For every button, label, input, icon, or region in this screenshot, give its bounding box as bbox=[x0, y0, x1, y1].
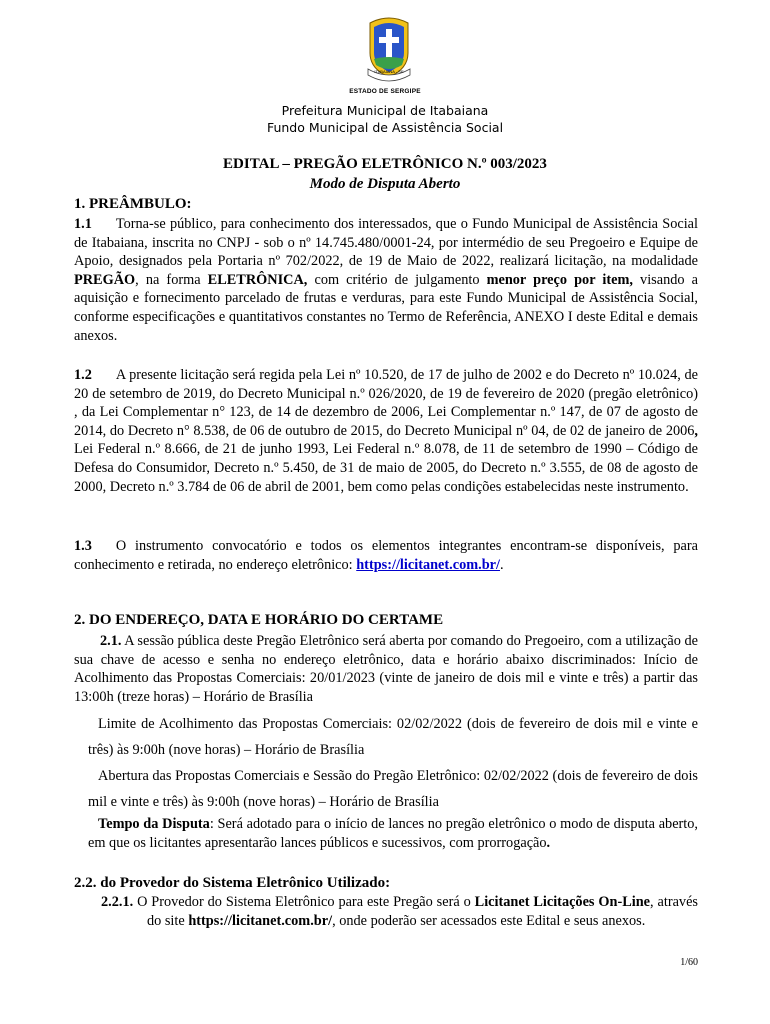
bold-text: menor preço por item, bbox=[486, 271, 633, 288]
limite-acolhimento: Limite de Acolhimento das Propostas Comerciais: 02/02/2022 (dois de fevereiro de dois mil e vinte e três) às 9:00h (nove horas) – Horário de Brasília bbox=[88, 716, 698, 758]
paragraph-text: . bbox=[499, 556, 504, 573]
paragraph-text: com critério de julgamento bbox=[307, 271, 487, 288]
page-number: 1/60 bbox=[680, 957, 698, 968]
paragraph-2-1 bbox=[74, 632, 698, 706]
crest-ribbon-text: ITABAIANA - SE bbox=[374, 69, 404, 74]
section-2-heading: 2. DO ENDEREÇO, DATA E HORÁRIO DO CERTAME bbox=[74, 612, 444, 628]
bold-text: , bbox=[694, 422, 698, 439]
paragraph-number: 2.2.1. bbox=[101, 894, 134, 910]
paragraph-text: , na forma bbox=[135, 271, 208, 288]
bold-text: . bbox=[546, 834, 551, 851]
municipal-crest-logo bbox=[364, 15, 414, 87]
paragraph-text: A sessão pública deste Pregão Eletrônico será aberta por comando do Pregoeiro, com a utilização de sua chave de acesso e senha no endereço eletrônico, data e horário abaixo discriminados: Início de Acolhimento das Propostas Comerciais: 20/01/2023 (vinte de janeiro de dois mil e vinte e três) a partir das 13:00h (treze horas) – Horário de Brasília bbox=[74, 633, 698, 705]
bold-text: Licitanet Licitações On-Line bbox=[474, 894, 651, 910]
paragraph-number: 1.3 bbox=[74, 538, 92, 554]
paragraph-text: : Será adotado para o início de lances no pregão eletrônico o modo de disputa aberto, em que os licitantes apresentarão lances públicos e sucessivos, com prorrogação bbox=[88, 816, 699, 851]
bold-text: PREGÃO bbox=[74, 271, 136, 288]
section-1-heading: 1. PREÂMBULO: bbox=[74, 196, 192, 212]
paragraph-text: O instrumento convocatório e todos os elementos integrantes encontram-se disponíveis, para conhecimento e retirada, no endereço eletrônico: bbox=[74, 538, 698, 573]
paragraph-number: 2.1. bbox=[100, 633, 122, 649]
paragraph-text: Lei Federal n.º 8.666, de 21 de junho 1993, Lei Federal n.º 8.078, de 11 de setembro de 1990 – Código de Defesa do Consumidor, Decreto n.º 5.450, de 31 de maio de 2005, do Decreto n.º 3.555, de 08 de agosto de 2000, Decreto n.º 3.784 de 06 de abril de 2001, bem como pelas condições estabelecidas neste instrumento. bbox=[74, 441, 698, 495]
paragraph-text: O Provedor do Sistema Eletrônico para este Pregão será o bbox=[133, 894, 475, 910]
paragraph-text: A presente licitação será regida pela Lei nº 10.520, de 17 de julho de 2002 e do Decreto nº 10.024, de 20 de setembro de 2019, do Decreto Municipal n.º 026/2020, de 19 de fevereiro de 2020 (pregão eletrônico) , da Lei Complementar n° 123, de 14 de dezembro de 2006, Lei Complementar n.º 147, de 07 de agosto de 2014, do Decreto n° 8.538, de 06 de outubro de 2015, do Decreto Municipal nº 04, de 02 de janeiro de 2006 bbox=[74, 367, 698, 439]
paragraph-1-3 bbox=[74, 537, 698, 574]
abertura-propostas: Abertura das Propostas Comerciais e Sessão do Pregão Eletrônico: 02/02/2022 (dois de fevereiro de dois mil e vinte e três) às 9:00h (nove horas) – Horário de Brasília bbox=[88, 768, 698, 810]
paragraph-number: 1.2 bbox=[74, 367, 92, 383]
paragraph-1-1 bbox=[74, 215, 698, 345]
bold-text: Tempo da Disputa bbox=[98, 816, 210, 832]
paragraph-number: 1.1 bbox=[74, 216, 92, 232]
header-prefeitura: Prefeitura Municipal de Itabaiana bbox=[281, 103, 489, 118]
header-fundo: Fundo Municipal de Assistência Social bbox=[266, 120, 504, 135]
licitanet-link[interactable]: https://licitanet.com.br/ bbox=[356, 556, 500, 573]
tempo-disputa bbox=[88, 815, 698, 852]
paragraph-2-2-1 bbox=[101, 893, 698, 930]
paragraph-1-2 bbox=[74, 366, 698, 496]
document-title: EDITAL – PREGÃO ELETRÔNICO N.º 003/2023 bbox=[223, 156, 547, 172]
paragraph-text: , através do site bbox=[147, 894, 698, 929]
bold-text: ELETRÔNICA, bbox=[207, 271, 308, 288]
state-name: ESTADO DE SERGIPE bbox=[349, 88, 421, 95]
document-subtitle: Modo de Disputa Aberto bbox=[309, 176, 461, 192]
section-2-2-heading: 2.2. do Provedor do Sistema Eletrônico Utilizado: bbox=[74, 875, 391, 891]
paragraph-text: Torna-se público, para conhecimento dos interessados, que o Fundo Municipal de Assistência Social de Itabaiana, inscrita no CNPJ - sob o nº 14.745.480/0001-24, por intermédio de seu Pregoeiro e Equipe de Apoio, designados pela Portaria nº 702/2022, de 19 de Maio de 2022, realizará licitação, na modalidade bbox=[74, 216, 698, 270]
paragraph-text: visando a aquisição e fornecimento parcelado de frutas e verduras, para este Fundo Municipal de Assistência Social, conforme especificações e quantitativos constantes no Termo de Referência, ANEXO I deste Edital e demais anexos. bbox=[74, 271, 698, 344]
bold-text: https://licitanet.com.br/ bbox=[188, 912, 333, 929]
paragraph-text: , onde poderão ser acessados este Edital e seus anexos. bbox=[332, 912, 646, 929]
